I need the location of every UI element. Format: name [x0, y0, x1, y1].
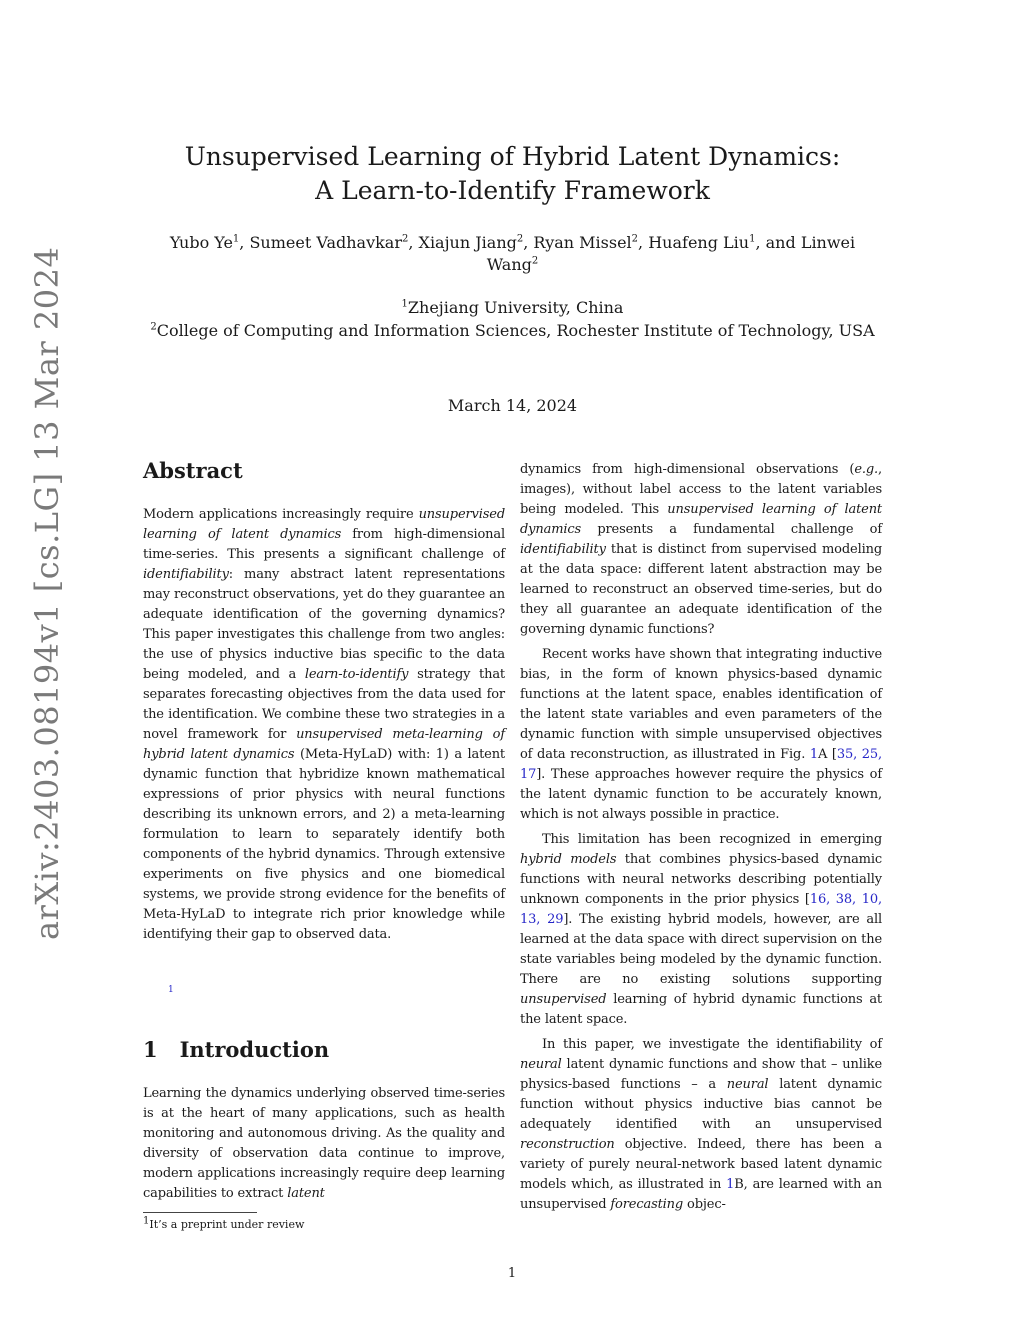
affiliations: [143, 296, 882, 342]
author-list: Yubo Ye$^1$, Sumeet Vadhavkar$^2$, Xiajun Jiang$^2$, Ryan Missel$^2$, Huafeng Liu$^1$, and Linwei Wang$^2$: [169, 233, 856, 274]
emphasis: unsupervised meta-learning of hybrid latent dynamics: [143, 727, 505, 762]
emphasis: neural: [520, 1057, 562, 1072]
author-name: Huafeng Liu: [648, 233, 750, 252]
emphasis: neural: [726, 1077, 769, 1092]
abstract-section: [143, 458, 505, 945]
footnote-text: It’s a preprint under review: [149, 1218, 305, 1231]
section-title: Introduction: [179, 1037, 330, 1062]
title-line-2: A Learn-to-Identify Framework: [315, 176, 710, 205]
emphasis: hybrid models: [520, 852, 617, 867]
emphasis: identifiability: [143, 567, 229, 582]
author-affiliation-mark: 2: [516, 233, 524, 245]
paper-date: March 14, 2024: [447, 396, 578, 415]
emphasis: unsupervised learning of latent dynamics: [520, 502, 882, 537]
affiliation-text: Zhejiang University, China: [407, 298, 624, 317]
title-line-1: Unsupervised Learning of Hybrid Latent Dynamics:: [184, 142, 841, 171]
affiliation-number: 1: [401, 298, 408, 310]
citation-link[interactable]: 16, 38, 10, 13, 29: [520, 892, 882, 927]
introduction-section: [143, 1037, 505, 1204]
right-paragraph-3: This limitation has been recognized in emerging hybrid models that combines physics-based dynamic functions with neural networks describing potentially unknown components in the prior physics [16, 38, 10, 13, 29]. The existing hybrid models, however, are all learned at the data space with direct supervision on the state variables being modeled by the dynamic function. There are no existing solutions supporting unsupervised learning of hybrid dynamic functions at the latent space.: [520, 832, 883, 1027]
citation-link[interactable]: 1: [726, 1177, 735, 1192]
affiliation-line: [143, 319, 882, 342]
author-name: Xiajun Jiang: [418, 233, 517, 252]
emphasis: forecasting: [610, 1197, 684, 1212]
paper-title: [143, 140, 882, 208]
emphasis: learn-to-identify: [304, 667, 409, 682]
affiliation-number: 2: [150, 321, 157, 333]
right-paragraph-4: In this paper, we investigate the identifiability of neural latent dynamic functions and show that – unlike physics-based functions – a neural latent dynamic function without physics inductive bias cannot be adequately identified with an unsupervised reconstruction objective. Indeed, there has been a variety of purely neural-network based latent dynamic models which, as illustrated in 1B, are learned with an unsupervised forecasting objec-: [520, 1037, 882, 1212]
abstract-text: Modern applications increasingly require unsupervised learning of latent dynamics from high-dimensional time-series. This presents a significant challenge of identifiability: many abstract latent representations may reconstruct observations, yet do they guarantee an adequate identification of the governing dynamics? This paper investigates this challenge from two angles: the use of physics inductive bias specific to the data being modeled, and a learn-to-identify strategy that separates forecasting objectives from the data used for the identification. We combine these two strategies in a novel framework for unsupervised meta-learning of hybrid latent dynamics (Meta-HyLaD) with: 1) a latent dynamic function that hybridize known mathematical expressions of prior physics with neural functions describing its unknown errors, and 2) a meta-learning formulation to learn to separately identify both components of the hybrid dynamics. Through extensive experiments on five physics and one biomedical systems, we provide strong evidence for the benefits of Meta-HyLaD to integrate rich prior knowledge while identifying their gap to observed data.: [143, 507, 505, 942]
author-affiliation-mark: 2: [531, 255, 539, 267]
author-name: Sumeet Vadhavkar: [249, 233, 402, 252]
abstract-heading: Abstract: [143, 458, 243, 483]
emphasis: reconstruction: [520, 1137, 615, 1152]
emphasis: e.g.: [854, 462, 879, 477]
author-affiliation-mark: 2: [402, 233, 409, 245]
emphasis: unsupervised: [520, 992, 607, 1007]
author-affiliation-mark: 2: [631, 233, 639, 245]
citation-link[interactable]: 1: [809, 747, 818, 762]
right-paragraph-2: Recent works have shown that integrating inductive bias, in the form of known physics-based dynamic functions at the latent space, enables identification of the latent state variables and even parameters of the dynamic function with simple unsupervised objectives of data reconstruction, as illustrated in Fig. 1A [35, 25, 17]. These approaches however require the physics of the latent dynamic function to be accurately known, which is not always possible in practice.: [520, 647, 882, 822]
introduction-heading: [143, 1037, 505, 1062]
section-number: 1: [143, 1037, 158, 1062]
footnote: [143, 1215, 305, 1231]
footnote-marker[interactable]: 1: [168, 985, 174, 995]
citation-link[interactable]: 35, 25, 17: [520, 747, 882, 782]
emphasis: unsupervised learning of latent dynamics: [143, 507, 505, 542]
introduction-text: Learning the dynamics underlying observed time-series is at the heart of many applications, such as health monitoring and autonomous driving. As the quality and diversity of observation data continue to improve, modern applications increasingly require deep learning capabilities to extract latent: [143, 1086, 505, 1201]
arxiv-identifier: arXiv:2403.08194v1 [cs.LG] 13 Mar 2024: [28, 246, 66, 940]
author-name: Ryan Missel: [533, 233, 632, 252]
emphasis: identifiability: [520, 542, 606, 557]
author-name: Linwei Wang: [486, 233, 856, 274]
author-affiliation-mark: 1: [232, 233, 240, 245]
affiliation-text: College of Computing and Information Sciences, Rochester Institute of Technology, USA: [156, 321, 875, 340]
author-affiliation-mark: 1: [749, 233, 756, 245]
affiliation-line: [143, 296, 882, 319]
right-column: [520, 460, 882, 1215]
emphasis: latent: [287, 1186, 325, 1201]
footnote-rule: [143, 1212, 257, 1213]
footnote-number: 1: [143, 1215, 150, 1227]
page-number: 1: [507, 1266, 517, 1281]
right-paragraph-1: dynamics from high-dimensional observations (e.g., images), without label access to the latent variables being modeled. This unsupervised learning of latent dynamics presents a fundamental challenge of identifiability that is distinct from supervised modeling at the data space: different latent abstraction may be learned to reconstruct an observed time-series, but do they all guarantee an adequate identification of the governing dynamic functions?: [520, 462, 882, 637]
author-name: Yubo Ye: [169, 233, 233, 252]
